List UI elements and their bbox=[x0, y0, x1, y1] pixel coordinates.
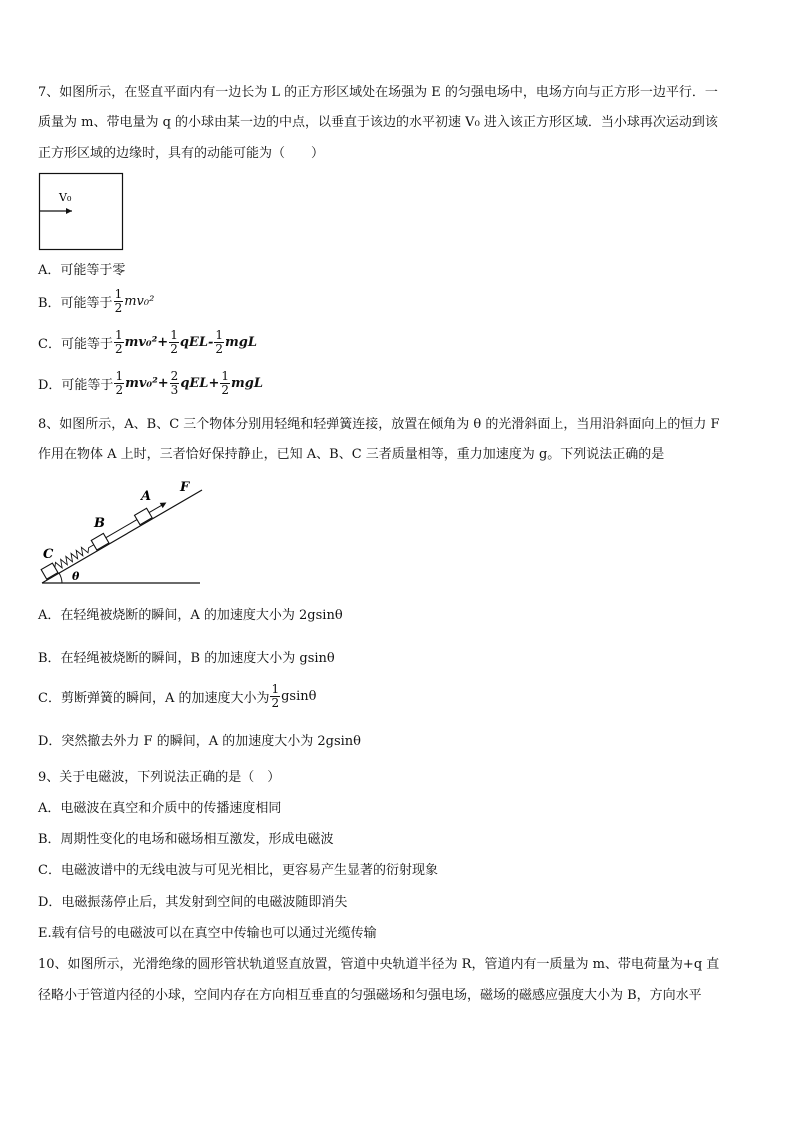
q8-stem-line1: 8、如图所示，A、B、C 三个物体分别用轻绳和轻弹簧连接，放置在倾角为 θ 的光滑斜面上，当用沿斜面向上的恒力 F bbox=[38, 417, 720, 432]
fraction: $\frac{1}{2}$ bbox=[114, 287, 123, 315]
label-b: B bbox=[94, 516, 105, 531]
q9-option-e: E.载有信号的电磁波可以在真空中传输也可以通过光缆传输 bbox=[38, 926, 377, 941]
force-arrowhead bbox=[160, 500, 168, 508]
fraction: $\frac{2}{3}$ bbox=[170, 369, 179, 397]
q10-stem-line2: 径略小于管道内径的小球，空间内存在方向相互垂直的匀强磁场和匀强电场，磁场的磁感应强度大小为 B，方向水平 bbox=[38, 988, 702, 1003]
q7-option-b-expr: mv₀² bbox=[124, 294, 155, 309]
block-a bbox=[134, 508, 152, 525]
q7-stem-line3: 正方形区域的边缘时，具有的动能可能为（ ） bbox=[38, 146, 325, 161]
q7-option-b-prefix: B．可能等于 bbox=[38, 296, 113, 311]
q7-option-d: D．可能等于 $\frac{1}{2}$ mv₀²+ $\frac{2}{3}$ qEL+ $\frac{1}{2}$ mgL bbox=[38, 369, 263, 397]
velocity-arrowhead bbox=[66, 208, 72, 214]
label-c: C bbox=[43, 547, 54, 562]
q8-option-b: B．在轻绳被烧断的瞬间，B 的加速度大小为 gsinθ bbox=[38, 651, 335, 666]
fraction: $\frac{1}{2}$ bbox=[215, 328, 224, 356]
label-a: A bbox=[141, 489, 152, 504]
q9-option-c: C．电磁波谱中的无线电波与可见光相比，更容易产生显著的衍射现象 bbox=[38, 863, 438, 878]
q7-square-figure bbox=[38, 172, 126, 252]
theta-label: θ bbox=[72, 570, 80, 583]
fraction: $\frac{1}{2}$ bbox=[170, 328, 178, 356]
label-f: F bbox=[180, 480, 190, 495]
rope bbox=[106, 520, 137, 538]
q8-option-c: C．剪断弹簧的瞬间，A 的加速度大小为 $\frac{1}{2}$ gsinθ bbox=[38, 682, 317, 710]
q7-option-a: A．可能等于零 bbox=[38, 263, 126, 278]
q10-stem-line1: 10、如图所示，光滑绝缘的圆形管状轨道竖直放置，管道中央轨道半径为 R，管道内有一质量为 m、带电荷量为+q 直 bbox=[38, 957, 720, 972]
q9-stem: 9、关于电磁波，下列说法正确的是（ ） bbox=[38, 770, 281, 785]
fraction: $\frac{1}{2}$ bbox=[114, 328, 123, 356]
q7-option-c: C．可能等于 $\frac{1}{2}$ mv₀²+ $\frac{1}{2}$ qEL- $\frac{1}{2}$ mgL bbox=[38, 328, 258, 356]
q8-option-d: D．突然撤去外力 F 的瞬间，A 的加速度大小为 2gsinθ bbox=[38, 734, 361, 749]
q8-stem-line2: 作用在物体 A 上时，三者恰好保持静止，已知 A、B、C 三者质量相等，重力加速度为 g。下列说法正确的是 bbox=[38, 447, 665, 462]
q7-stem-line1: 7、如图所示，在竖直平面内有一边长为 L 的正方形区域处在场强为 E 的匀强电场中，电场方向与正方形一边平行．一 bbox=[38, 85, 718, 100]
q9-option-d: D．电磁振荡停止后，其发射到空间的电磁波随即消失 bbox=[38, 895, 348, 910]
q7-option-b bbox=[38, 288, 154, 315]
fraction: $\frac{1}{2}$ bbox=[115, 369, 124, 397]
velocity-label: V₀ bbox=[59, 191, 72, 204]
fraction: $\frac{1}{2}$ bbox=[271, 682, 280, 710]
q9-option-a: A．电磁波在真空和介质中的传播速度相同 bbox=[38, 801, 282, 816]
q8-incline-figure bbox=[38, 476, 208, 588]
incline-line bbox=[42, 490, 202, 583]
block-b bbox=[91, 533, 109, 550]
q9-option-b: B．周期性变化的电场和磁场相互激发，形成电磁波 bbox=[38, 832, 334, 847]
q8-option-a: A．在轻绳被烧断的瞬间，A 的加速度大小为 2gsinθ bbox=[38, 608, 343, 623]
angle-arc bbox=[59, 573, 62, 583]
q7-stem-line2: 质量为 m、带电量为 q 的小球由某一边的中点，以垂直于该边的水平初速 V₀ 进入该正方形区域．当小球再次运动到该 bbox=[38, 115, 718, 130]
fraction: $\frac{1}{2}$ bbox=[221, 369, 229, 397]
